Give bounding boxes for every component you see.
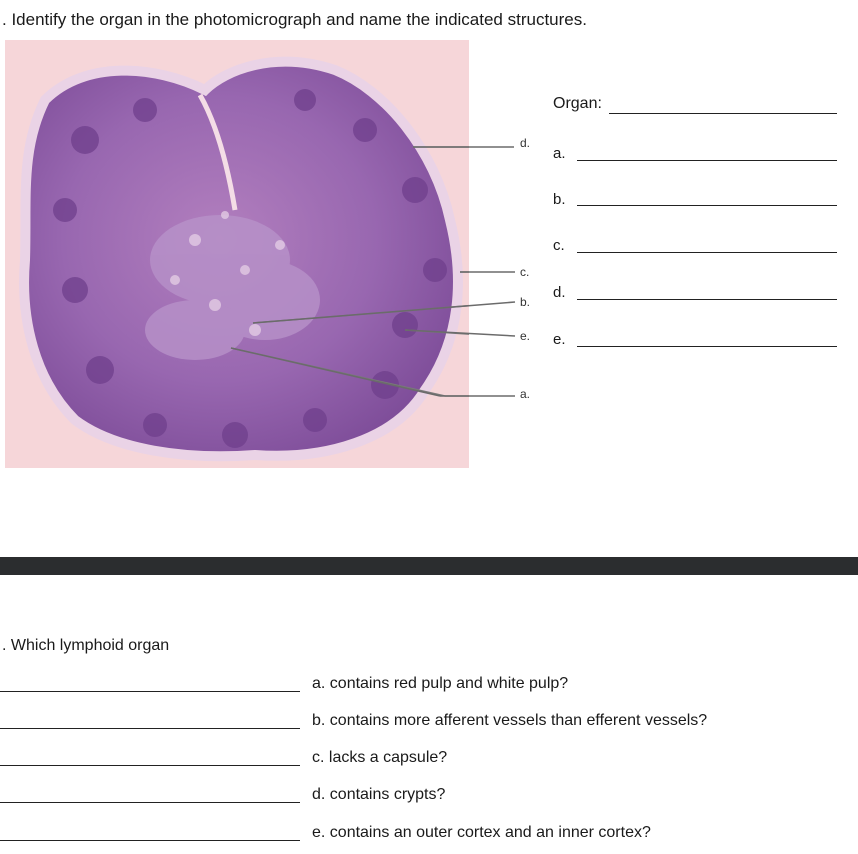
answer-line-c[interactable] bbox=[577, 252, 837, 253]
answer-line-q2-b[interactable] bbox=[0, 728, 300, 729]
answer-label-a: a. bbox=[553, 145, 566, 162]
answer-label-b: b. bbox=[553, 191, 566, 208]
answer-line-q2-a[interactable] bbox=[0, 691, 300, 692]
answer-label-e: e. bbox=[553, 331, 566, 348]
question-2-item-a: a. contains red pulp and white pulp? bbox=[312, 675, 569, 692]
section-divider bbox=[0, 557, 858, 575]
answer-line-q2-e[interactable] bbox=[0, 840, 300, 841]
answer-label-c: c. bbox=[553, 237, 565, 254]
leader-label-b: b. bbox=[520, 295, 531, 309]
question-2-item-b: b. contains more afferent vessels than efferent vessels? bbox=[312, 712, 708, 729]
organ-answer-line[interactable] bbox=[609, 113, 837, 114]
answer-line-e[interactable] bbox=[577, 346, 837, 347]
question-2-item-e: e. contains an outer cortex and an inner cortex? bbox=[312, 824, 651, 841]
answer-line-q2-d[interactable] bbox=[0, 802, 300, 803]
question-2-prompt: . Which lymphoid organ bbox=[2, 637, 170, 654]
question-2-item-c: c. lacks a capsule? bbox=[312, 749, 448, 766]
photomicrograph bbox=[5, 40, 469, 468]
question-2-item-d: d. contains crypts? bbox=[312, 786, 446, 803]
leader-label-e: e. bbox=[520, 329, 531, 343]
answer-line-q2-c[interactable] bbox=[0, 765, 300, 766]
leader-label-a: a. bbox=[520, 387, 531, 401]
answer-label-d: d. bbox=[553, 284, 566, 301]
question-1-prompt: . Identify the organ in the photomicrograph and name the indicated structures. bbox=[2, 10, 587, 29]
leader-label-c: c. bbox=[520, 265, 530, 279]
answer-line-b[interactable] bbox=[577, 205, 837, 206]
organ-label: Organ: bbox=[553, 95, 602, 112]
leader-label-d: d. bbox=[520, 136, 531, 150]
answer-line-d[interactable] bbox=[577, 299, 837, 300]
answer-line-a[interactable] bbox=[577, 160, 837, 161]
